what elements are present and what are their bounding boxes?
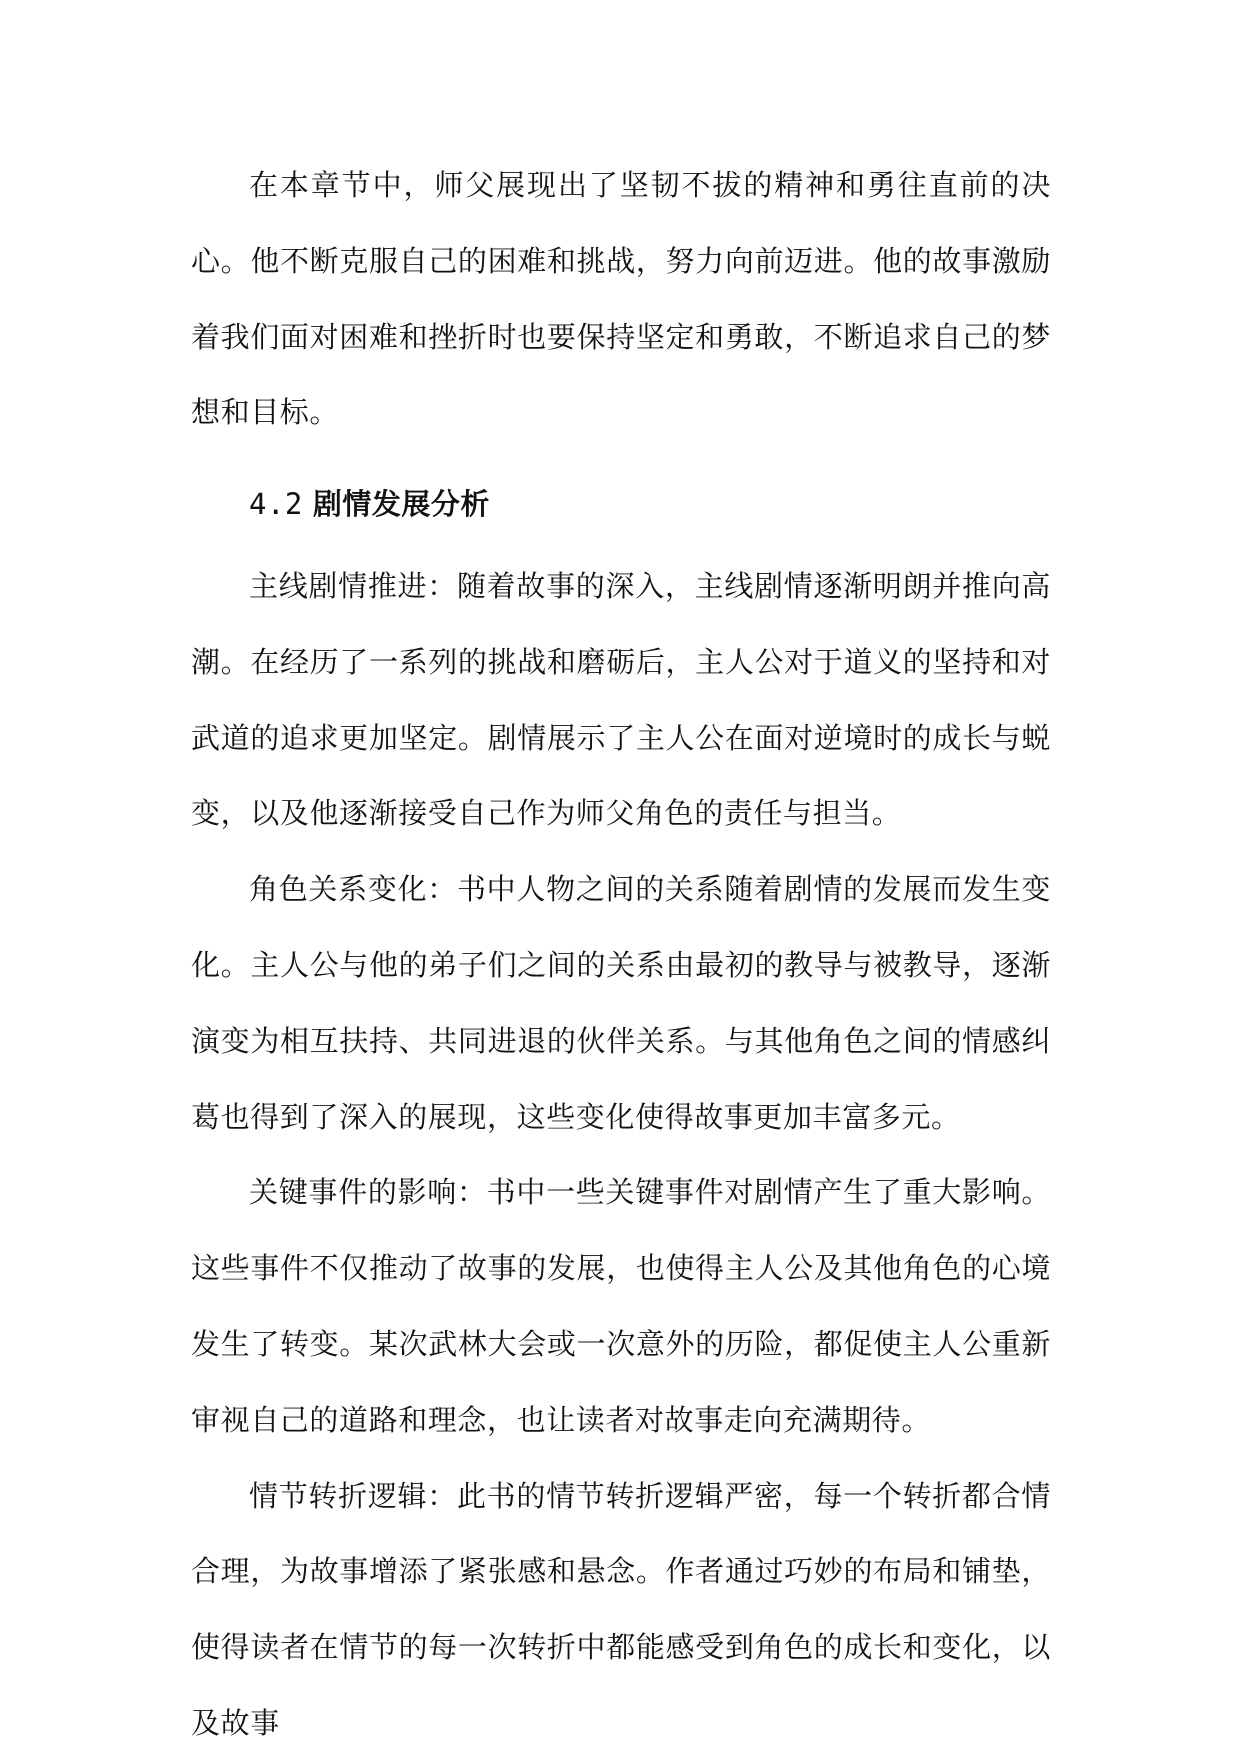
intro-paragraph: 在本章节中，师父展现出了坚韧不拔的精神和勇往直前的决心。他不断克服自己的困难和挑战，努力向前迈进。他的故事激励着我们面对困难和挫折时也要保持坚定和勇敢，不断追求自己的梦想和目标。 — [191, 168, 1051, 430]
paragraph-main-plot: 主线剧情推进：随着故事的深入，主线剧情逐渐明朗并推向高潮。在经历了一系列的挑战和磨砺后，主人公对于道义的坚持和对武道的追求更加坚定。剧情展示了主人公在面对逆境时的成长与蜕变，以及他逐渐接受自己作为师父角色的责任与担当。 — [191, 568, 1051, 831]
paragraph-plot-twists: 情节转折逻辑：此书的情节转折逻辑严密，每一个转折都合情合理，为故事增添了紧张感和悬念。作者通过巧妙的布局和铺垫，使得读者在情节的每一次转折中都能感受到角色的成长和变化，以及故事 — [191, 1478, 1051, 1740]
section-title: 剧情发展分析 — [312, 487, 490, 522]
section-heading — [191, 467, 1051, 543]
document-body — [191, 148, 1051, 1762]
paragraph-key-events: 关键事件的影响：书中一些关键事件对剧情产生了重大影响。这些事件不仅推动了故事的发展，也使得主人公及其他角色的心境发生了转变。某次武林大会或一次意外的历险，都促使主人公重新审视自己的道路和理念，也让读者对故事走向充满期待。 — [191, 1175, 1051, 1437]
paragraph-character-relations: 角色关系变化：书中人物之间的关系随着剧情的发展而发生变化。主人公与他的弟子们之间的关系由最初的教导与被教导，逐渐演变为相互扶持、共同进退的伙伴关系。与其他角色之间的情感纠葛也得到了深入的展现，这些变化使得故事更加丰富多元。 — [191, 872, 1051, 1134]
section-number: 4.2 — [249, 487, 303, 522]
